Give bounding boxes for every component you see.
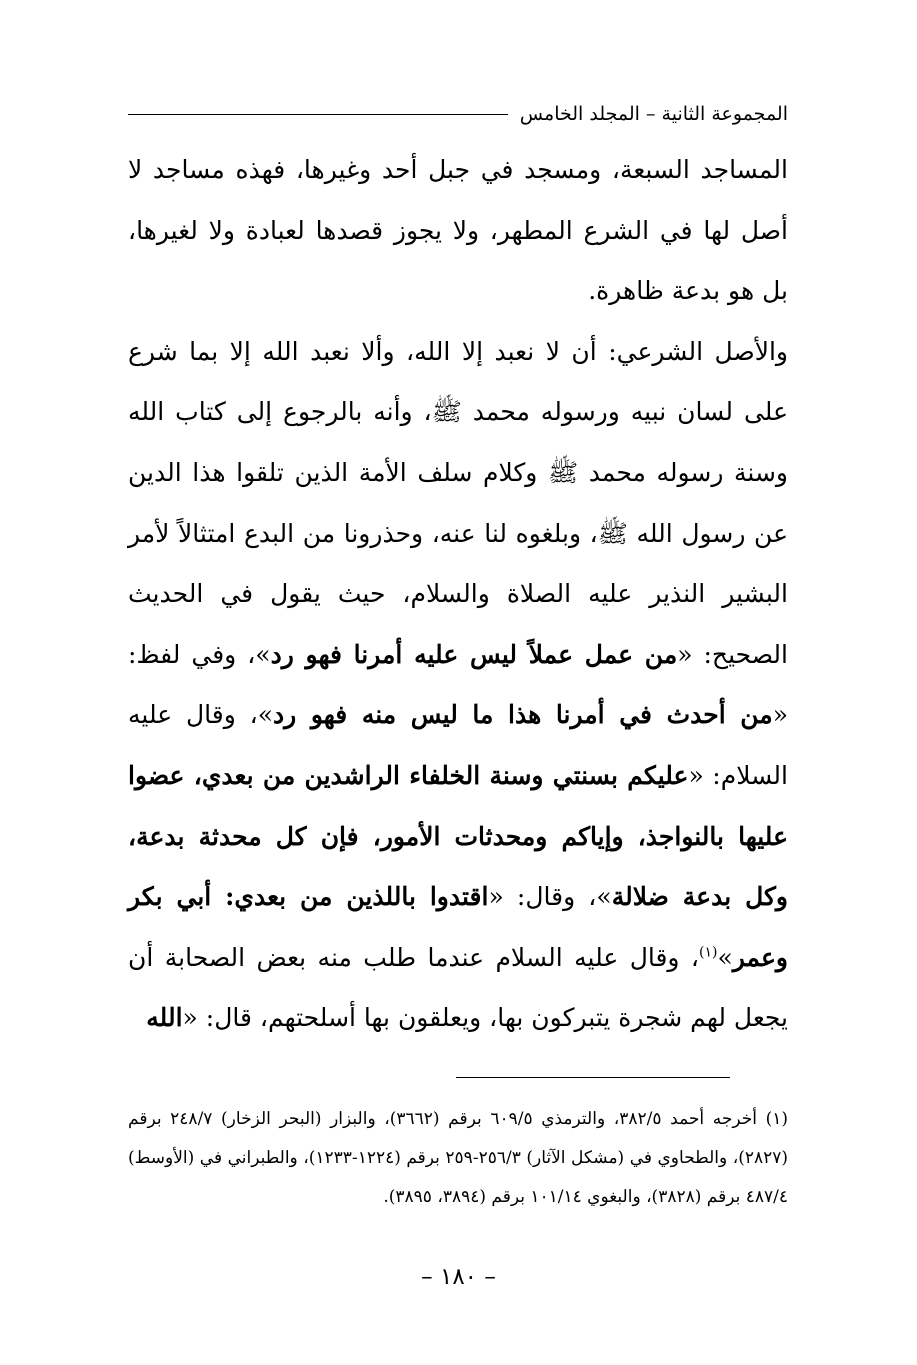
footnote-separator bbox=[456, 1077, 730, 1078]
running-header bbox=[128, 96, 788, 132]
hadith-quote-3: عليكم بسنتي وسنة الخلفاء الراشدين من بعدي، عضوا عليها بالنواجذ، وإياكم ومحدثات الأمور، فإن كل محدثة بدعة، وكل بدعة ضلالة bbox=[128, 760, 789, 912]
main-text bbox=[128, 140, 788, 1049]
paragraph-2-text-d: »، وقال: « bbox=[488, 882, 612, 912]
paragraph-2-text-b: »، وفي لفظ: « bbox=[128, 639, 788, 730]
paragraph-2 bbox=[128, 322, 788, 1049]
hadith-quote-1: من عمل عملاً ليس عليه أمرنا فهو رد bbox=[270, 639, 678, 669]
hadith-quote-2: من أحدث في أمرنا هذا ما ليس منه فهو رد bbox=[273, 700, 773, 730]
paragraph-2-text-f: ، وقال عليه السلام عندما طلب منه بعض الصحابة أن يجعل لهم شجرة يتبركون بها، ويعلقون بها أسلحتهم، قال: « bbox=[128, 942, 788, 1033]
running-header-title: المجموعة الثانية – المجلد الخامس bbox=[519, 103, 788, 125]
paragraph-2-text-c: »، وقال عليه السلام: « bbox=[128, 700, 788, 790]
paragraph-2-text-a: والأصل الشرعي: أن لا نعبد إلا الله، وألا نعبد الله إلا بما شرع على لسان نبيه ورسوله محمد ﷺ، وأنه بالرجوع إلى كتاب الله وسنة رسوله محمد ﷺ وكلام سلف الأمة الذين تلقوا هذا الدين عن رسول الله ﷺ، وبلغوه لنا عنه، وحذرونا من البدع امتثالاً لأمر البشير النذير عليه الصلاة والسلام، حيث يقول في الحديث الصحيح: « bbox=[128, 336, 788, 669]
hadith-quote-5: الله bbox=[146, 1003, 183, 1033]
page-number: – ١٨٠ – bbox=[421, 1264, 496, 1290]
hadith-quote-4: اقتدوا باللذين من بعدي: أبي بكر وعمر bbox=[128, 882, 788, 972]
header-rule bbox=[128, 114, 508, 115]
paragraph-2-text-e: » bbox=[717, 942, 733, 972]
footnote-1: (١) أخرجه أحمد ٣٨٢/٥، والترمذي ٦٠٩/٥ برقم (٣٦٦٢)، والبزار (البحر الزخار) ٢٤٨/٧ برقم (٢٨٢٧)، والطحاوي في (مشكل الآثار) ٢٥٦/٣-٢٥٩ برقم (١٢٢٤-١٢٣٣)، والطبراني في (الأوسط) ٤٨٧/٤ برقم (٣٨٢٨)، والبغوي ١٠١/١٤ برقم (٣٨٩٤، ٣٨٩٥). bbox=[128, 1109, 789, 1207]
footnote-reference[interactable]: (١) bbox=[698, 944, 718, 961]
paragraph-1: المساجد السبعة، ومسجد في جبل أحد وغيرها، فهذه مساجد لا أصل لها في الشرع المطهر، ولا يجوز قصدها لعبادة ولا لغيرها، بل هو بدعة ظاهرة. bbox=[128, 155, 788, 306]
footnote-section bbox=[128, 1100, 788, 1217]
